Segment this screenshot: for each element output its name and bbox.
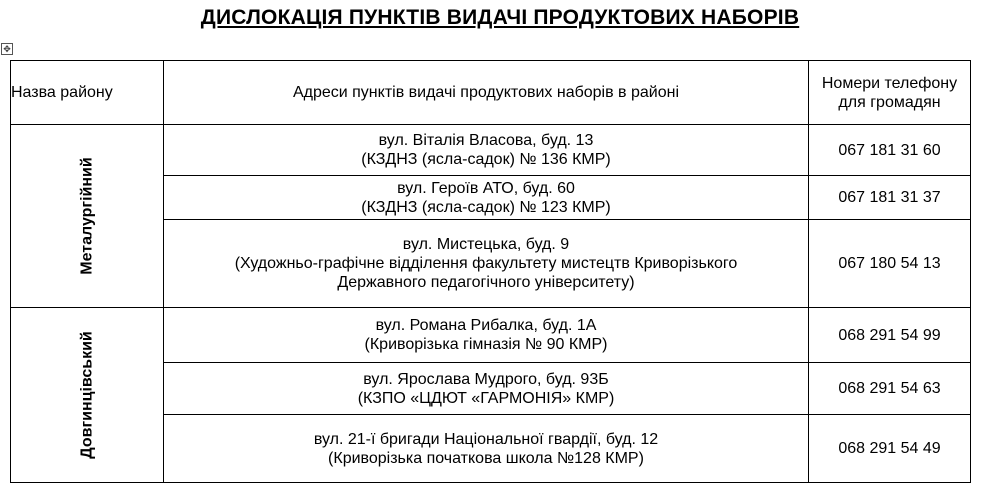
address-cell	[164, 363, 809, 415]
address-line: Державного педагогічного університету)	[337, 274, 635, 291]
district-name: Металургійний	[78, 157, 96, 275]
phone-cell: 068 291 54 49	[809, 415, 971, 483]
address-line: (Художньо-графічне відділення факультету мистецтв Криворізького	[234, 255, 738, 272]
address-line: вул. Віталія Власова, буд. 13	[378, 132, 594, 149]
address-cell	[164, 220, 809, 308]
address-line: (Криворізька початкова школа №128 КМР)	[328, 449, 644, 467]
table-row	[11, 125, 971, 176]
phone-cell: 068 291 54 99	[809, 308, 971, 363]
document-title: ДИСЛОКАЦІЯ ПУНКТІВ ВИДАЧІ ПРОДУКТОВИХ НАБОРІВ	[200, 6, 800, 29]
district-cell-metalurhiinyi	[11, 125, 164, 308]
address-cell	[164, 308, 809, 363]
phone-cell: 067 181 31 37	[809, 176, 971, 220]
distribution-points-table	[10, 60, 971, 483]
header-phone-line-2: для громадян	[838, 93, 941, 111]
header-district: Назва району	[11, 61, 164, 125]
address-cell	[164, 415, 809, 483]
district-name: Довгинцівський	[78, 331, 96, 459]
address-line: вул. Ярослава Мудрого, буд. 93Б	[363, 370, 609, 388]
table-row	[11, 308, 971, 363]
address-line: (КЗДНЗ (ясла-садок) № 136 КМР)	[361, 151, 611, 168]
address-line: вул. Мистецька, буд. 9	[402, 236, 570, 253]
district-cell-dovhyntsivskyi	[11, 308, 164, 483]
header-address: Адреси пунктів видачі продуктових наборів в районі	[164, 61, 809, 125]
address-line: (КЗДНЗ (ясла-садок) № 123 КМР)	[361, 198, 611, 216]
phone-cell: 067 181 31 60	[809, 125, 971, 176]
address-line: (КЗПО «ЦДЮТ «ГАРМОНІЯ» КМР)	[357, 389, 615, 407]
header-phone-line-1: Номери телефону	[821, 74, 958, 92]
address-line: (Криворізька гімназія № 90 КМР)	[364, 336, 608, 353]
address-line: вул. Романа Рибалка, буд. 1А	[375, 317, 597, 334]
address-line: вул. 21-ї бригади Національної гвардії, буд. 12	[313, 430, 659, 448]
address-cell	[164, 176, 809, 220]
move-icon[interactable]: ✥	[1, 43, 13, 55]
address-cell	[164, 125, 809, 176]
header-phone	[809, 61, 971, 125]
phone-cell: 068 291 54 63	[809, 363, 971, 415]
phone-cell: 067 180 54 13	[809, 220, 971, 308]
address-line: вул. Героїв АТО, буд. 60	[397, 179, 575, 197]
table-header-row	[11, 61, 971, 125]
